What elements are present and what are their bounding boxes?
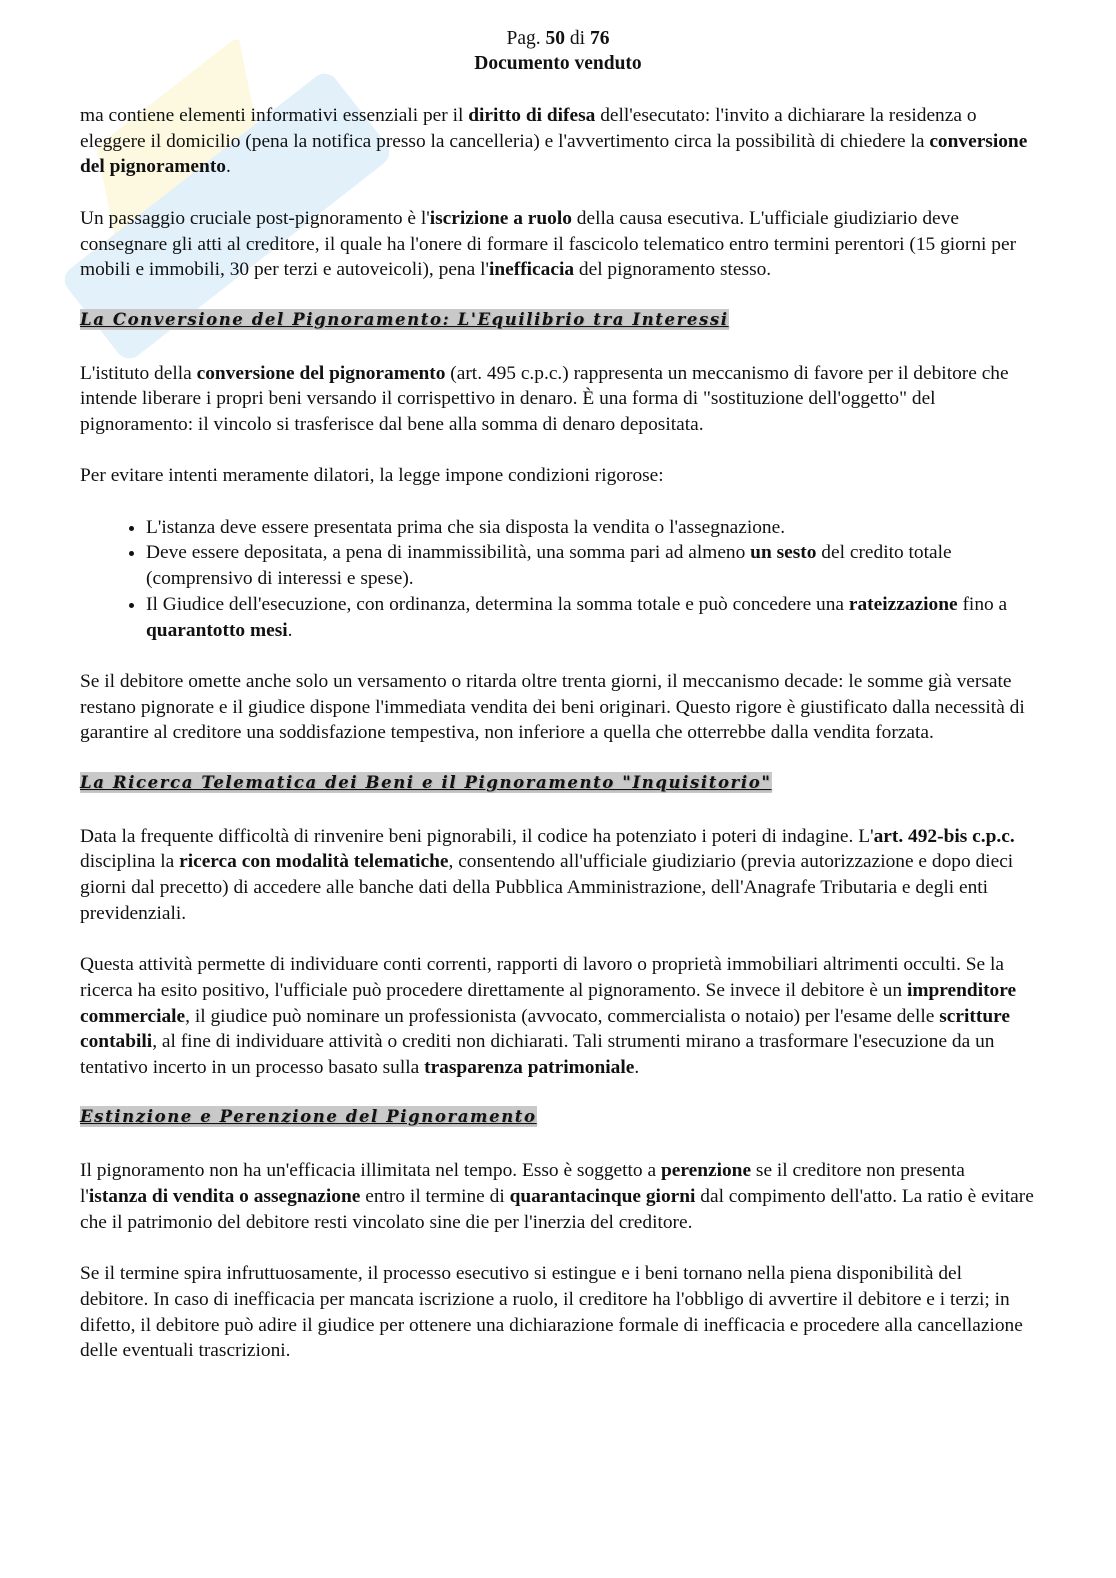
text-run: (art. 495 c.p.c.) rappresenta un meccanismo di favore per il debitore che intende liberare i propri beni versando il corrispettivo in denaro. È una forma di "sostituzione dell'oggetto" del pignoramento: il vincolo si trasferisce dal bene alla somma di denaro depositata.	[80, 362, 1009, 435]
text-run: del credito totale (comprensivo di interessi e spese).	[146, 542, 952, 590]
section-heading-text: La Ricerca Telematica dei Beni e il Pignoramento "Inquisitorio"	[80, 772, 772, 792]
list-item	[146, 515, 1035, 541]
bold-text: conversione del pignoramento	[80, 130, 1028, 178]
text-run: se il creditore non presenta l'	[80, 1160, 965, 1208]
text-run: .	[225, 156, 231, 178]
bold-text: scritture contabili	[80, 1005, 1010, 1053]
paragraph	[80, 824, 1035, 927]
document-body	[80, 103, 1035, 1390]
text-run: , il giudice può nominare un professionista (avvocato, commercialista o notaio) per l'esame delle	[185, 1005, 940, 1027]
text-run: Il Giudice dell'esecuzione, con ordinanza, determina la somma totale e può concedere una	[146, 593, 849, 615]
bold-text: perenzione	[660, 1160, 752, 1182]
list-item	[146, 592, 1035, 643]
bold-text: imprenditore commerciale	[80, 979, 1017, 1027]
section-heading	[80, 772, 1035, 794]
text-run: ma contiene elementi informativi essenziali per il	[80, 105, 469, 126]
paragraph	[80, 669, 1035, 746]
bold-text: conversione del pignoramento	[196, 362, 446, 384]
bullet-list	[80, 515, 1035, 644]
paragraph	[80, 1158, 1035, 1235]
document-subtitle: Documento venduto	[474, 53, 642, 74]
text-run: Deve essere depositata, a pena di inammissibilità, una somma pari ad almeno	[146, 542, 751, 564]
text-run: .	[634, 1057, 640, 1079]
list-item	[146, 540, 1035, 591]
paragraph	[80, 1261, 1035, 1364]
section-heading-text: La Conversione del Pignoramento: L'Equilibrio tra Interessi	[80, 309, 729, 329]
text-run: .	[287, 619, 293, 641]
text-run: Se il termine spira infruttuosamente, il processo esecutivo si estingue e i beni tornano nella piena disponibilità del debitore. In caso di inefficacia per mancata iscrizione a ruolo, il creditore ha l'obbligo di avvertire il debitore e i terzi; in difetto, il debitore può adire il giudice per ottenere una dichiarazione formale di inefficacia e procedere alla cancellazione delle eventuali trascrizioni.	[80, 1263, 1023, 1362]
bold-text: inefficacia	[488, 259, 575, 281]
bold-text: art. 492-bis c.p.c.	[873, 825, 1015, 847]
bold-text: ricerca con modalità telematiche	[179, 851, 449, 873]
section-heading-text: Estinzione e Perenzione del Pignoramento	[80, 1107, 537, 1127]
page-current: 50	[545, 28, 566, 49]
text-run: disciplina la	[80, 851, 180, 873]
text-run: fino a	[957, 593, 1008, 615]
text-run: del pignoramento stesso.	[574, 259, 772, 281]
paragraph	[80, 206, 1035, 283]
text-run: Un passaggio cruciale post-pignoramento è l'	[80, 207, 430, 229]
page-number	[0, 26, 1116, 51]
text-run: entro il termine di	[360, 1186, 510, 1208]
text-run: della causa esecutiva. L'ufficiale giudiziario deve consegnare gli atti al creditore, il quale ha l'onere di formare il fascicolo telematico entro termini perentori (15 giorni per mobili e immobili, 30 per terzi e autoveicoli), pena l'	[80, 207, 1017, 281]
section-heading	[80, 309, 1035, 331]
text-run: Per evitare intenti meramente dilatori, la legge impone condizioni rigorose:	[80, 465, 664, 487]
page-prefix: Pag.	[506, 28, 541, 49]
bold-text: iscrizione a ruolo	[429, 207, 572, 229]
text-run: dell'esecutato: l'invito a dichiarare la residenza o eleggere il domicilio (pena la notifica presso la cancelleria) e l'avvertimento circa la possibilità di chiedere la	[80, 105, 977, 152]
text-run: Se il debitore omette anche solo un versamento o ritarda oltre trenta giorni, il meccanismo decade: le somme già versate restano pignorate e il giudice dispone l'immediata vendita dei beni originari. Questo rigore è giustificato dalla necessità di garantire al creditore una soddisfazione tempestiva, non inferiore a quella che otterrebbe dalla vendita forzata.	[80, 670, 1025, 744]
bold-text: diritto di difesa	[468, 105, 596, 126]
section-heading	[80, 1106, 1035, 1128]
bold-text: istanza di vendita o assegnazione	[88, 1186, 361, 1208]
text-run: L'istituto della	[80, 362, 197, 384]
bold-text: quarantacinque giorni	[509, 1186, 696, 1208]
text-run: dal compimento dell'atto. La ratio è evitare che il patrimonio del debitore resti vincolato sine die per l'inerzia del creditore.	[80, 1186, 1034, 1233]
paragraph	[80, 361, 1035, 438]
bold-text: un sesto	[750, 542, 817, 564]
paragraph	[80, 952, 1035, 1081]
bold-text: trasparenza patrimoniale	[424, 1057, 635, 1079]
text-run: Questa attività permette di individuare conti correnti, rapporti di lavoro o proprietà immobiliari altrimenti occulti. Se la ricerca ha esito positivo, l'ufficiale può procedere direttamente al pignoramento. Se invece il debitore è un	[80, 954, 1005, 1001]
text-run: , al fine di individuare attività o crediti non dichiarati. Tali strumenti mirano a trasformare l'esecuzione da un tentativo incerto in un processo basato sulla	[80, 1031, 995, 1079]
paragraph	[80, 103, 1035, 180]
text-run: L'istanza deve essere presentata prima che sia disposta la vendita o l'assegnazione.	[146, 516, 786, 538]
page-total: 76	[589, 28, 610, 49]
paragraph	[80, 463, 1035, 489]
page-header	[0, 26, 1116, 76]
page-sep: di	[569, 28, 586, 49]
text-run: Il pignoramento non ha un'efficacia illimitata nel tempo. Esso è soggetto a	[80, 1160, 661, 1182]
text-run: Data la frequente difficoltà di rinvenire beni pignorabili, il codice ha potenziato i poteri di indagine. L'	[80, 825, 874, 847]
text-run: , consentendo all'ufficiale giudiziario (previa autorizzazione e dopo dieci giorni dal precetto) di accedere alle banche dati della Pubblica Amministrazione, dell'Anagrafe Tributaria e degli enti previdenziali.	[80, 851, 1014, 924]
bold-text: quarantotto mesi	[146, 619, 288, 641]
bold-text: rateizzazione	[848, 593, 958, 615]
